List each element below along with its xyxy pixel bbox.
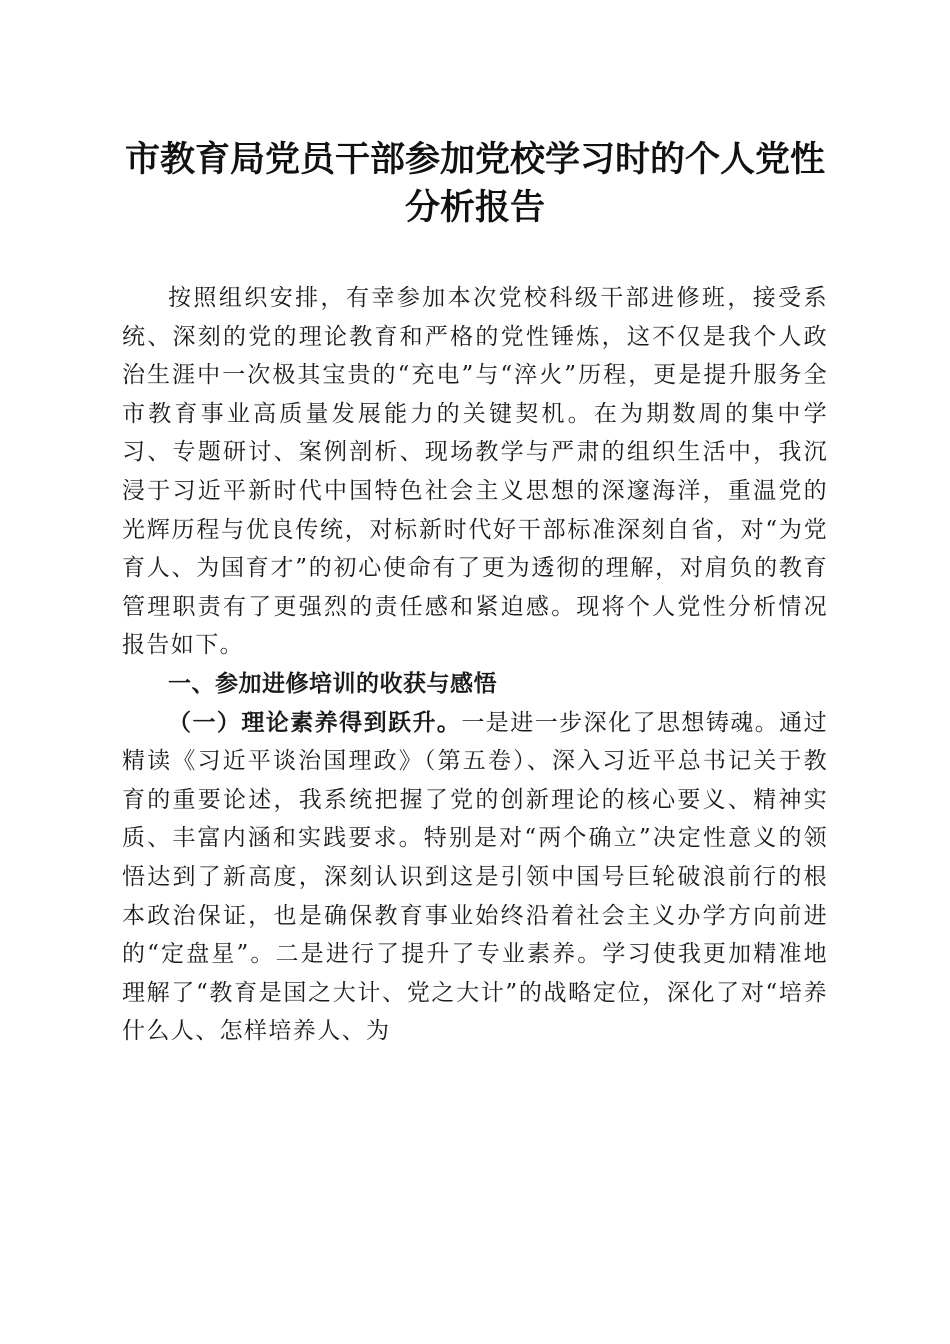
section-heading: 一、参加进修培训的收获与感悟 (168, 670, 497, 697)
intro-paragraph: 按照组织安排，有幸参加本次党校科级干部进修班，接受系统、深刻的党的理论教育和严格的党性锤炼，这不仅是我个人政治生涯中一次极其宝贵的“充电”与“淬火”历程，更是提升服务全市教育事业高质量发展能力的关键契机。在为期数周的集中学习、专题研讨、案例剖析、现场教学与严肃的组织生活中，我沉浸于习近平新时代中国特色社会主义思想的深邃海洋，重温党的光辉历程与优良传统，对标新时代好干部标准深刻自省，对“为党育人、为国育才”的初心使命有了更为透彻的理解，对肩负的教育管理职责有了更强烈的责任感和紧迫感。现将个人党性分析情况报告如下。 (122, 285, 828, 659)
title-line-2: 分析报告 (404, 187, 545, 228)
subsection-heading: （一）理论素养得到跃升。 (168, 708, 462, 736)
document-body (122, 279, 828, 1051)
document-title (100, 136, 850, 232)
subsection-paragraph (122, 704, 828, 1051)
subsection-text: 一是进一步深化了思想铸魂。通过精读《习近平谈治国理政》（第五卷）、深入习近平总书记关于教育的重要论述，我系统把握了党的创新理论的核心要义、精神实质、丰富内涵和实践要求。特别是对“两个确立”决定性意义的领悟达到了新高度，深刻认识到这是引领中国号巨轮破浪前行的根本政治保证，也是确保教育事业始终沿着社会主义办学方向前进的“定盘星”。二是进行了提升了专业素养。学习使我更加精准地理解了“教育是国之大计、党之大计”的战略定位，深化了对“培养什么人、怎样培养人、为 (122, 709, 828, 1045)
title-line-1: 市教育局党员干部参加党校学习时的个人党性 (124, 139, 825, 180)
